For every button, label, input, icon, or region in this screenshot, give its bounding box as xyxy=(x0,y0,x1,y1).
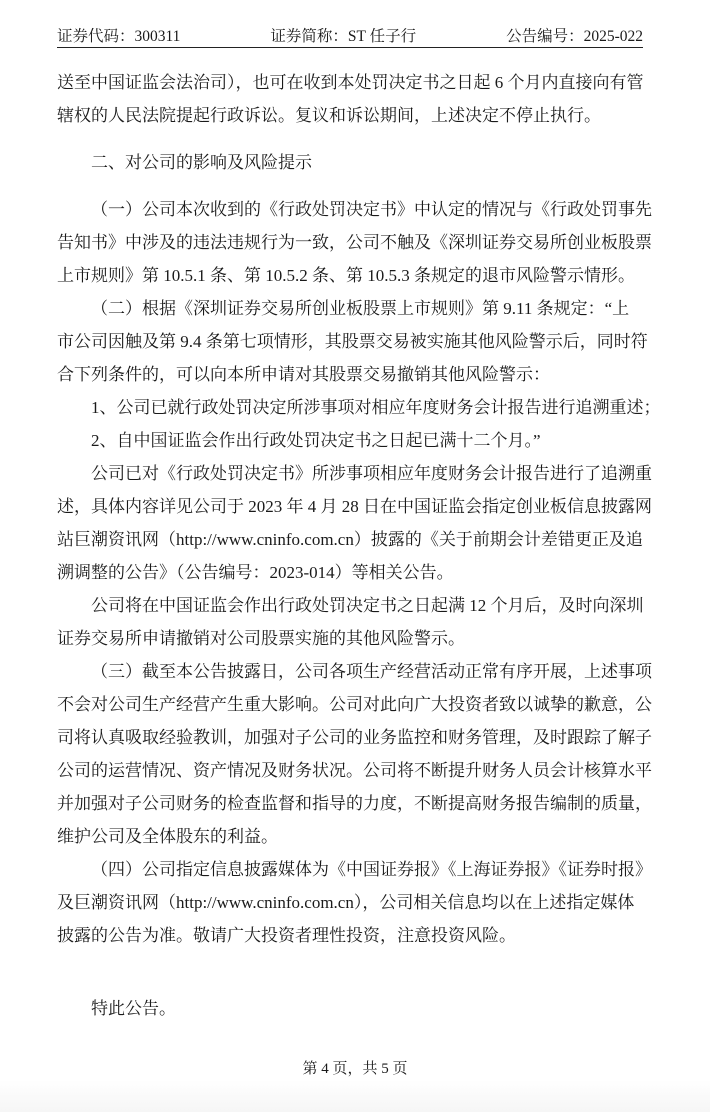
page-header xyxy=(57,26,643,48)
text-line: 述，具体内容详见公司于 2023 年 4 月 28 日在中国证监会指定创业板信息披露网 xyxy=(57,497,652,516)
text-line: 站巨潮资讯网（http://www.cninfo.com.cn）披露的《关于前期会计差错更正及追 xyxy=(57,530,643,549)
text-line: （四）公司指定信息披露媒体为《中国证券报》《上海证券报》《证券时报》 xyxy=(91,860,652,879)
document-body xyxy=(57,66,661,1025)
text-line: 维护公司及全体股东的利益。 xyxy=(57,827,278,846)
page-indicator: 第 4 页，共 5 页 xyxy=(302,1061,408,1077)
paragraph-4 xyxy=(57,589,643,655)
paragraph-6 xyxy=(57,853,652,952)
text-line: （二）根据《深圳证券交易所创业板股票上市规则》第 9.11 条规定：“上 xyxy=(91,299,630,318)
text-line: 证券交易所申请撤销对公司股票实施的其他风险警示。 xyxy=(57,629,465,648)
paragraph-1 xyxy=(57,193,652,292)
text-line: 公司将在中国证监会作出行政处罚决定书之日起满 12 个月后，及时向深圳 xyxy=(91,596,644,615)
text-line: 告知书》中涉及的违法违规行为一致，公司不触及《深圳证券交易所创业板股票 xyxy=(57,233,652,252)
text-line: 市公司因触及第 9.4 条第七项情形，其股票交易被实施其他风险警示后，同时符 xyxy=(57,332,648,351)
section-heading: 二、对公司的影响及风险提示 xyxy=(91,153,312,172)
text-line: 溯调整的公告》（公告编号：2023-014）等相关公告。 xyxy=(57,563,454,582)
text-line: 上市规则》第 10.5.1 条、第 10.5.2 条、第 10.5.3 条规定的退市风险警示情形。 xyxy=(57,266,635,285)
text-line: 公司的运营情况、资产情况及财务状况。公司将不断提升财务人员会计核算水平 xyxy=(57,761,652,780)
text-line: 公司已对《行政处罚决定书》所涉事项相应年度财务会计报告进行了追溯重 xyxy=(91,464,652,483)
text-line: 送至中国证监会法治司），也可在收到本处罚决定书之日起 6 个月内直接向有管 xyxy=(57,73,644,92)
security-code: 证券代码：300311 xyxy=(57,28,181,45)
paragraph-3 xyxy=(57,457,652,589)
text-line: 司将认真吸取经验教训，加强对子公司的业务监控和财务管理，及时跟踪了解子 xyxy=(57,728,652,747)
text-line: 不会对公司生产经营产生重大影响。公司对此向广大投资者致以诚挚的歉意，公 xyxy=(57,695,652,714)
text-line: （三）截至本公告披露日，公司各项生产经营活动正常有序开展，上述事项 xyxy=(91,662,652,681)
security-short-name: 证券简称：ST 任子行 xyxy=(270,28,417,45)
text-line: 披露的公告为准。敬请广大投资者理性投资，注意投资风险。 xyxy=(57,926,516,945)
list-item-2: 2、自中国证监会作出行政处罚决定书之日起已满十二个月。” xyxy=(91,431,541,450)
text-line: 及巨潮资讯网（http://www.cninfo.com.cn），公司相关信息均以在上述指定媒体 xyxy=(57,893,635,912)
text-line: 合下列条件的，可以向本所申请对其股票交易撤销其他风险警示： xyxy=(57,365,550,384)
text-line: 辖权的人民法院提起行政诉讼。复议和诉讼期间，上述决定不停止执行。 xyxy=(57,106,601,125)
continued-paragraph xyxy=(57,66,643,132)
paragraph-2 xyxy=(57,292,661,457)
text-line: 并加强对子公司财务的检查监督和指导的力度，不断提高财务报告编制的质量， xyxy=(57,794,652,813)
announcement-number: 公告编号：2025-022 xyxy=(506,28,643,45)
list-item-1: 1、公司已就行政处罚决定所涉事项对相应年度财务会计报告进行追溯重述； xyxy=(91,398,661,417)
paragraph-5 xyxy=(57,655,652,853)
closing-statement: 特此公告。 xyxy=(91,999,176,1018)
text-line: （一）公司本次收到的《行政处罚决定书》中认定的情况与《行政处罚事先 xyxy=(91,200,652,219)
